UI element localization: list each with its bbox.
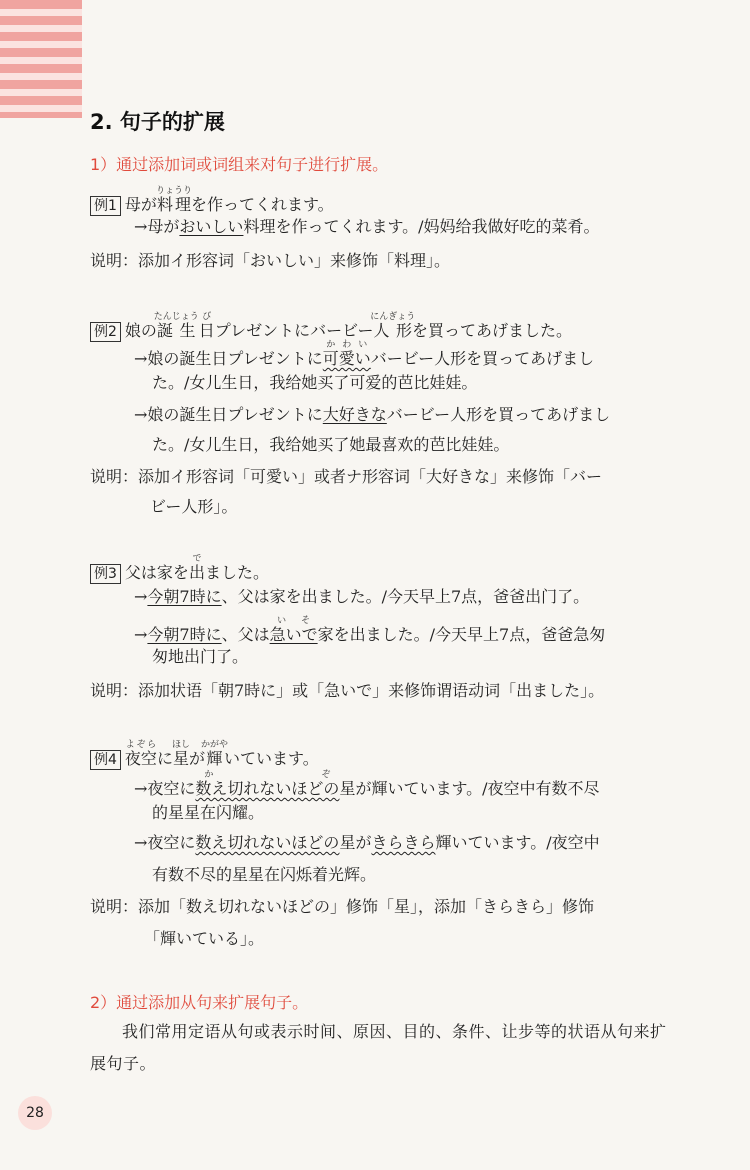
added-modifier: 大好きな [322, 405, 387, 424]
added-modifier: 今朝7時に [147, 587, 222, 606]
example-2-note-cont: ビー人形」。 [150, 497, 238, 516]
corner-stripes-decoration [0, 0, 82, 118]
added-modifier: 急いで [269, 625, 318, 644]
example-3-expansion-2: →今朝7時に、父は急いでいそ家を出ました。/今天早上7点，爸爸急匆 [134, 616, 606, 644]
example-3-sentence: 例3 父は家を出でました。 [90, 554, 269, 584]
subsection-1-title: 1）通过添加词或词组来对句子进行扩展。 [90, 155, 389, 174]
example-4-sentence: 例4 夜空よぞらに星ほしが輝かがやいています。 [90, 740, 319, 770]
example-2-expansion-1: →娘の誕生日プレゼントに可愛いかわいバービー人形を買ってあげまし [134, 340, 595, 368]
section-title: 2. 句子的扩展 [90, 110, 225, 134]
example-1-note: 说明：添加イ形容词「おいしい」来修饰「料理」。 [90, 251, 451, 270]
example-3-expansion-1: →今朝7時に、父は家を出ました。/今天早上7点，爸爸出门了。 [134, 587, 590, 606]
page-number: 28 [18, 1096, 52, 1130]
example-2-note: 说明：添加イ形容词「可愛い」或者ナ形容词「大好きな」来修饰「バー [90, 467, 603, 486]
example-3-note: 说明：添加状语「朝7時に」或「急いで」来修饰谓语动词「出ました」。 [90, 681, 605, 700]
added-modifier: きらきら [371, 833, 436, 852]
example-4-note: 说明：添加「数え切れないほどの」修饰「星」，添加「きらきら」修饰 [90, 897, 595, 916]
example-2-expansion-2: →娘の誕生日プレゼントに大好きなバービー人形を買ってあげまし [134, 405, 611, 424]
body-paragraph: 我们常用定语从句或表示时间、原因、目的、条件、让步等的状语从句来扩展句子。 [90, 1022, 667, 1073]
example-4-tag: 例4 [90, 750, 121, 770]
example-4-expansion-2: →夜空に数え切れないほどの星がきらきら輝いています。/夜空中 [134, 833, 600, 852]
added-modifier: 数え切れないほどの [195, 833, 340, 852]
added-modifier: 可愛い [322, 349, 371, 368]
example-1-sentence: 例1 母が料理りょうりを作ってくれます。 [90, 186, 334, 216]
example-4-expansion-1: →夜空に数え切れないほどのかぞ星が輝いています。/夜空中有数不尽 [134, 770, 600, 798]
example-2-expansion-1-cont: た。/女儿生日，我给她买了可爱的芭比娃娃。 [152, 373, 478, 392]
added-modifier: 数え切れないほどの [195, 779, 340, 798]
page-content [90, 0, 690, 1170]
added-modifier: 今朝7時に [147, 625, 222, 644]
example-2-tag: 例2 [90, 322, 121, 342]
example-2-sentence: 例2 娘の誕生たんじょう日びプレゼントにバービー人形にんぎょうを買ってあげました。 [90, 312, 572, 342]
example-3-tag: 例3 [90, 564, 121, 584]
example-4-note-cont: 「輝いている」。 [144, 929, 265, 948]
example-1-tag: 例1 [90, 196, 121, 216]
example-1-expansion: →母がおいしい料理を作ってくれます。/妈妈给我做好吃的菜肴。 [134, 217, 600, 236]
subsection-2-title: 2）通过添加从句来扩展句子。 [90, 993, 309, 1012]
example-4-expansion-1-cont: 的星星在闪耀。 [152, 803, 265, 822]
example-3-expansion-2-cont: 匆地出门了。 [152, 647, 249, 666]
example-4-expansion-2-cont: 有数不尽的星星在闪烁着光辉。 [152, 865, 377, 884]
added-modifier: おいしい [179, 217, 244, 236]
example-2-expansion-2-cont: た。/女儿生日，我给她买了她最喜欢的芭比娃娃。 [152, 435, 510, 454]
